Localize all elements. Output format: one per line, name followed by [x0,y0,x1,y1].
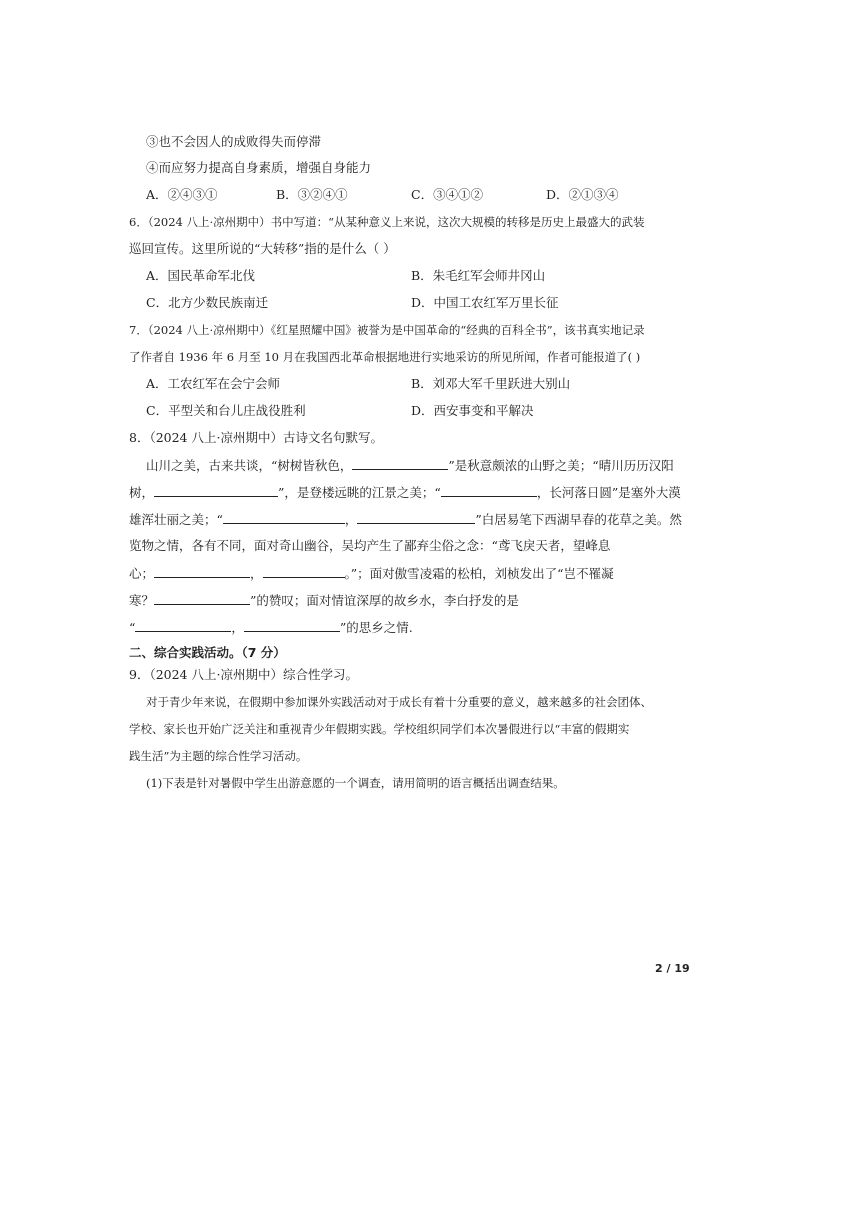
q8-text: ”，是登楼远眺的江景之美；“ [278,485,441,500]
q8-text: ”的思乡之情. [339,620,413,635]
answer-blank[interactable] [154,565,250,578]
page-number: 2 / 19 [655,962,690,975]
q6-option-b: B．朱毛红军会师井冈山 [411,268,546,283]
q5-option-c: C．③④①② [411,187,484,202]
answer-blank[interactable] [223,511,345,524]
q7-stem-line1: 7．（2024 八上·凉州期中）《红星照耀中国》被誉为是中国革命的“经典的百科全书”，该书真实地记录 [129,323,645,337]
answer-blank[interactable] [135,619,231,632]
q6-option-a: A．国民革命军北伐 [146,268,256,283]
q8-text: 树， [129,485,155,500]
answer-blank[interactable] [154,592,250,605]
q5-item-4: ④而应努力提高自身素质，增强自身能力 [146,160,372,175]
q6-option-c: C．北方少数民族南迁 [146,295,269,310]
q5-option-d: D．②①③④ [546,187,619,202]
q8-text: ，长河落日圆”是塞外大漠 [536,485,681,500]
q8-text: “ [129,620,136,635]
answer-blank[interactable] [357,511,475,524]
q7-option-c: C．平型关和台儿庄战役胜利 [146,403,306,418]
q8-text: 心； [129,566,155,581]
answer-blank[interactable] [263,565,345,578]
q6-stem-line2: 巡回宣传。这里所说的“大转移”指的是什么（ ） [129,241,396,256]
q8-text: 寒？ [129,593,155,608]
answer-blank[interactable] [154,484,278,497]
q9-subquestion-1: (1)下表是针对暑假中学生出游意愿的一个调查，请用简明的语言概括出调查结果。 [146,776,565,790]
q8-text: ， [250,566,263,581]
q9-heading: 9．（2024 八上·凉州期中）综合性学习。 [129,667,358,682]
section-heading: 二、综合实践活动。（7 分） [129,645,286,660]
q7-stem-line2: 了作者自 1936 年 6 月至 10 月在我国西北革命根据地进行实地采访的所见所闻，作者可能报道了( ) [129,350,641,364]
q7-option-a: A．工农红军在会宁会师 [146,376,281,391]
q8-text: 雄浑壮丽之美；“ [129,512,223,527]
answer-blank[interactable] [244,619,340,632]
q8-line-5 [129,565,614,582]
q8-line-6 [129,592,519,609]
q8-text: ”是秋意颇浓的山野之美；“晴川历历汉阳 [448,458,674,473]
q9-paragraph-line2: 学校、家长也开始广泛关注和重视青少年假期实践。学校组织同学们本次暑假进行以“丰富的假期实 [129,722,630,736]
q8-text: ”的赞叹；面对情谊深厚的故乡水，李白抒发的是 [250,593,519,608]
q6-stem-line1: 6．（2024 八上·凉州期中）书中写道：“从某种意义上来说，这次大规模的转移是历史上最盛大的武装 [129,215,645,229]
q9-paragraph-line3: 践生活”为主题的综合性学习活动。 [129,749,308,763]
q8-line-4: 览物之情，各有不同，面对奇山幽谷，吴均产生了鄙弃尘俗之念：“鸢飞戾天者，望峰息 [129,538,611,553]
answer-blank[interactable] [441,484,537,497]
q5-item-3: ③也不会因人的成败得失而停滞 [146,134,322,149]
q7-option-b: B．刘邓大军千里跃进大别山 [411,376,571,391]
q8-line-7 [129,619,413,636]
answer-blank[interactable] [352,457,448,470]
q5-option-b: B．③②④① [276,187,348,202]
q5-option-a: A．②④③① [146,187,218,202]
q6-option-d: D．中国工农红军万里长征 [411,295,559,310]
q8-line-1 [146,457,674,474]
q8-text: 。”；面对傲雪凌霜的松柏，刘桢发出了“岂不罹凝 [344,566,614,581]
q8-line-3 [129,511,682,528]
q8-text: ， [231,620,244,635]
q8-heading: 8．（2024 八上·凉州期中）古诗文名句默写。 [129,430,383,445]
q8-text: ”白居易笔下西湖早春的花草之美。然 [475,512,682,527]
q8-text: ， [344,512,358,527]
q9-paragraph-line1: 对于青少年来说，在假期中参加课外实践活动对于成长有着十分重要的意义，越来越多的社会团体、 [146,695,652,709]
q7-option-d: D．西安事变和平解决 [411,403,534,418]
q8-line-2 [129,484,681,501]
q8-text: 山川之美，古来共谈，“树树皆秋色， [146,458,353,473]
